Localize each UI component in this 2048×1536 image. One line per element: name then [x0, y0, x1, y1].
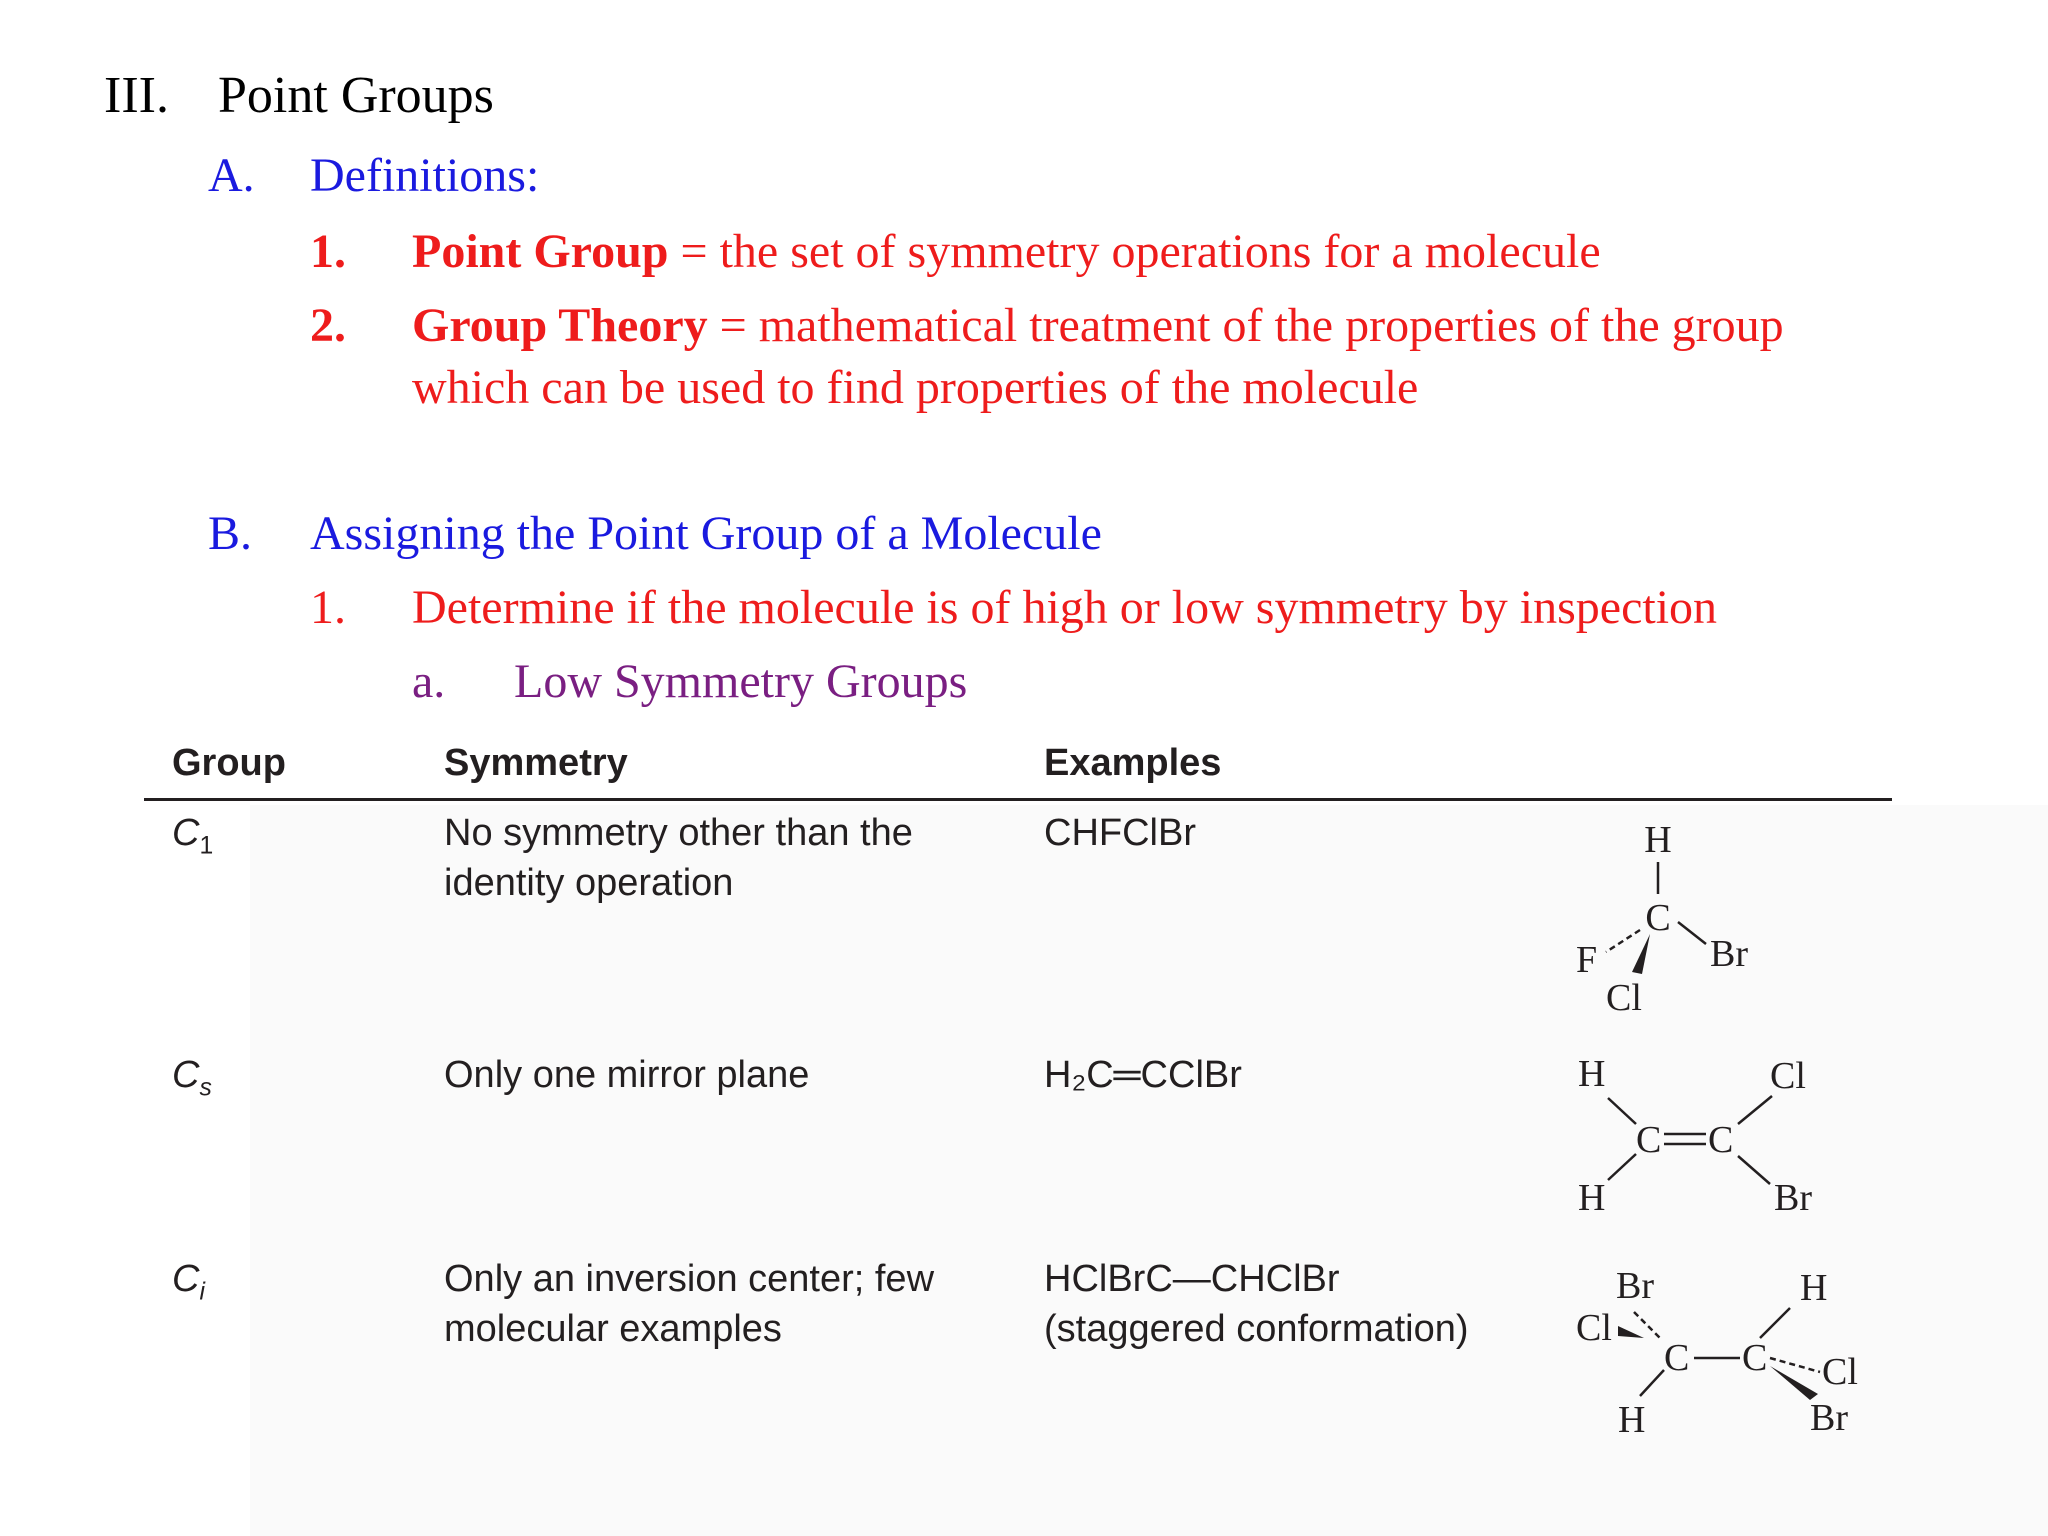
stag-c2-bond-h	[1760, 1308, 1790, 1338]
step-a-text: Low Symmetry Groups	[514, 655, 968, 708]
h2c-cl: Cl	[1770, 1055, 1806, 1097]
stag-c1-bond-h	[1640, 1370, 1664, 1396]
subsection-a-title: Definitions:	[310, 149, 540, 202]
step-1-number: 1.	[310, 581, 346, 634]
def-2-line2: which can be used to find properties of the molecule	[412, 361, 1419, 414]
h2c-br: Br	[1774, 1177, 1812, 1219]
header-group: Group	[172, 742, 286, 784]
row-3-example-line1: HClBrC—CHClBr	[1044, 1258, 1340, 1300]
h2c-c1: C	[1636, 1119, 1662, 1161]
section-number: III.	[104, 67, 169, 124]
row-3-symmetry-line1: Only an inversion center; few	[444, 1258, 935, 1300]
row-1-group-main: C	[172, 812, 200, 854]
row-3-group-sub: i	[199, 1278, 205, 1306]
stag-c1-cl: Cl	[1576, 1307, 1612, 1349]
def-2-number: 2.	[310, 299, 346, 352]
h2c-bond-h-bottom	[1608, 1154, 1636, 1180]
stag-c1-dash-br	[1634, 1312, 1660, 1338]
stag-c2-br: Br	[1810, 1397, 1848, 1439]
row-1-group-sub: 1	[199, 832, 214, 860]
h2c-h-bottom: H	[1578, 1177, 1606, 1219]
row-1-symmetry-line1: No symmetry other than the	[444, 812, 913, 854]
stag-c1-br: Br	[1616, 1265, 1654, 1307]
structure-hclbrc-chclbr	[1576, 1265, 1858, 1441]
stag-c2-h: H	[1800, 1267, 1828, 1309]
chfclbr-f: F	[1576, 939, 1598, 981]
h2c-bond-br	[1738, 1156, 1770, 1184]
def-1-term: Point Group	[412, 225, 669, 278]
h2c-c2: C	[1708, 1119, 1734, 1161]
structure-h2c-cclbr	[1578, 1053, 1812, 1219]
chfclbr-bond-br	[1678, 922, 1706, 944]
def-2-term: Group Theory	[412, 299, 708, 352]
subsection-b-title: Assigning the Point Group of a Molecule	[310, 507, 1102, 560]
row-2-group-sub: s	[199, 1074, 212, 1102]
stag-c2: C	[1742, 1337, 1768, 1379]
h2c-bond-h-top	[1608, 1098, 1636, 1124]
header-examples: Examples	[1044, 742, 1222, 784]
def-1-body: = the set of symmetry operations for a molecule	[668, 225, 1601, 278]
stag-c2-wedge-br	[1770, 1366, 1818, 1400]
chfclbr-h: H	[1644, 819, 1672, 861]
stag-c2-dash-cl	[1770, 1358, 1820, 1372]
chfclbr-br: Br	[1710, 933, 1748, 975]
stag-c1: C	[1664, 1337, 1690, 1379]
chfclbr-cl: Cl	[1606, 977, 1642, 1019]
subsection-b-letter: B.	[208, 507, 253, 560]
row-2-example: H₂C═CClBr	[1044, 1054, 1242, 1096]
header-symmetry: Symmetry	[444, 742, 628, 784]
h2c-h-top: H	[1578, 1053, 1606, 1095]
row-3-symmetry-line2: molecular examples	[444, 1308, 782, 1350]
stag-c1-wedge-cl	[1618, 1326, 1644, 1338]
row-2-group-main: C	[172, 1054, 200, 1096]
row-1-symmetry-line2: identity operation	[444, 862, 734, 904]
row-3-group-main: C	[172, 1258, 200, 1300]
h2c-bond-cl	[1738, 1096, 1772, 1124]
structure-chfclbr	[1576, 819, 1748, 1019]
stag-c2-cl: Cl	[1822, 1351, 1858, 1393]
stag-c1-h: H	[1618, 1399, 1646, 1441]
row-3-example-line2: (staggered conformation)	[1044, 1308, 1469, 1350]
def-1-number: 1.	[310, 225, 346, 278]
subsection-a-letter: A.	[208, 149, 255, 202]
row-1-example: CHFClBr	[1044, 812, 1196, 854]
def-2-body: = mathematical treatment of the properties of the group	[707, 299, 1784, 352]
chfclbr-bond-f	[1606, 930, 1640, 952]
section-title: Point Groups	[218, 67, 494, 124]
chfclbr-wedge-cl	[1632, 934, 1650, 974]
step-1-text: Determine if the molecule is of high or low symmetry by inspection	[412, 581, 1718, 634]
step-a-letter: a.	[412, 655, 446, 708]
row-2-symmetry: Only one mirror plane	[444, 1054, 810, 1096]
chfclbr-c: C	[1645, 897, 1671, 939]
